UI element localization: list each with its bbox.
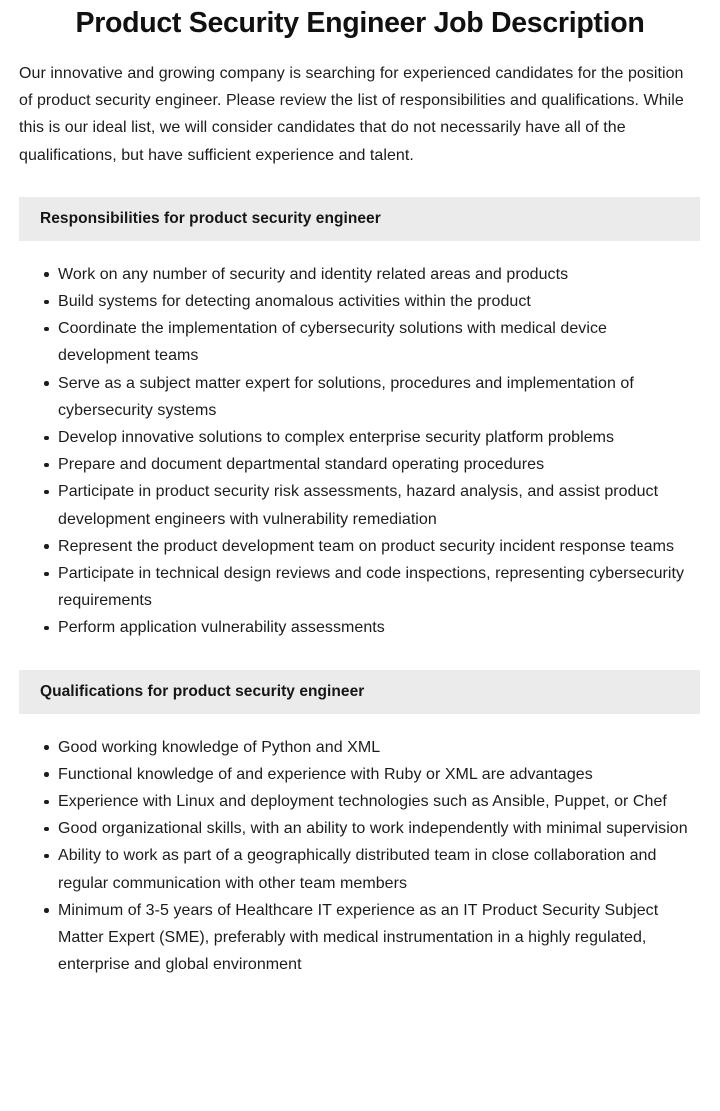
list-item-text: Functional knowledge of and experience with Ruby or XML are advantages — [58, 765, 593, 783]
section-header-label: Responsibilities for product security engineer — [40, 209, 381, 227]
section-responsibilities — [0, 197, 720, 642]
list-item-text: Build systems for detecting anomalous activities within the product — [58, 293, 531, 311]
list-item — [0, 424, 690, 451]
list-item — [0, 288, 690, 315]
list-item — [0, 815, 690, 842]
intro-paragraph: Our innovative and growing company is searching for experienced candidates for the position of product security engineer. Please review the list of responsibilities and qualifications. While this is our ideal list, we will consider candidates that do not necessarily have all of the qualifications, but have sufficient experience and talent. — [19, 65, 684, 164]
section-header-label: Qualifications for product security engineer — [40, 682, 365, 700]
section-header-qualifications — [19, 670, 700, 714]
list-item — [0, 788, 690, 815]
list-item — [0, 560, 690, 614]
bullet-icon — [44, 827, 49, 832]
list-item-text: Represent the product development team on product security incident response teams — [58, 537, 674, 555]
list-item-text: Develop innovative solutions to complex enterprise security platform problems — [58, 429, 615, 447]
list-item-text: Participate in product security risk assessments, hazard analysis, and assist product development engineers with vulnerability remediation — [58, 483, 659, 528]
bullet-icon — [44, 436, 49, 441]
list-item — [0, 734, 690, 761]
list-item — [0, 261, 690, 288]
list-item — [0, 451, 690, 478]
list-item — [0, 842, 690, 896]
bullet-icon — [44, 772, 49, 777]
list-item — [0, 478, 690, 532]
responsibilities-list — [0, 261, 720, 642]
list-item-text: Good working knowledge of Python and XML — [58, 738, 381, 756]
list-item — [0, 897, 690, 979]
list-item — [0, 614, 690, 641]
page-title: Product Security Engineer Job Description — [75, 7, 645, 39]
list-item — [0, 761, 690, 788]
bullet-icon — [44, 800, 49, 805]
bottom-spacer — [0, 978, 720, 1004]
list-item-text: Work on any number of security and identity related areas and products — [58, 265, 569, 283]
list-item-text: Experience with Linux and deployment technologies such as Ansible, Puppet, or Chef — [58, 793, 667, 811]
bullet-icon — [44, 381, 49, 386]
list-item-text: Good organizational skills, with an ability to work independently with minimal supervision — [58, 820, 688, 838]
bullet-icon — [44, 854, 49, 859]
bullet-icon — [44, 490, 49, 495]
qualifications-list — [0, 734, 720, 979]
list-item-text: Coordinate the implementation of cybersecurity solutions with medical device development teams — [58, 320, 607, 365]
bullet-icon — [44, 572, 49, 577]
list-item-text: Serve as a subject matter expert for solutions, procedures and implementation of cybersecurity systems — [58, 374, 634, 419]
bullet-icon — [44, 544, 49, 549]
list-item-text: Prepare and document departmental standard operating procedures — [58, 456, 545, 474]
list-item-text: Participate in technical design reviews and code inspections, representing cybersecurity requirements — [58, 565, 685, 610]
bullet-icon — [44, 745, 49, 750]
bullet-icon — [44, 626, 49, 631]
bullet-icon — [44, 327, 49, 332]
bullet-icon — [44, 300, 49, 305]
list-item-text: Ability to work as part of a geographically distributed team in close collaboration and regular communication with other team members — [58, 847, 657, 892]
list-item — [0, 315, 690, 369]
bullet-icon — [44, 272, 49, 277]
list-item-text: Minimum of 3-5 years of Healthcare IT experience as an IT Product Security Subject Matter Expert (SME), preferably with medical instrumentation in a highly regulated, enterprise and global environment — [58, 901, 659, 974]
list-item — [0, 370, 690, 424]
bullet-icon — [44, 463, 49, 468]
bullet-icon — [44, 908, 49, 913]
section-qualifications — [0, 670, 720, 979]
list-item — [0, 533, 690, 560]
list-item-text: Perform application vulnerability assessments — [58, 619, 385, 637]
section-header-responsibilities — [19, 197, 700, 241]
